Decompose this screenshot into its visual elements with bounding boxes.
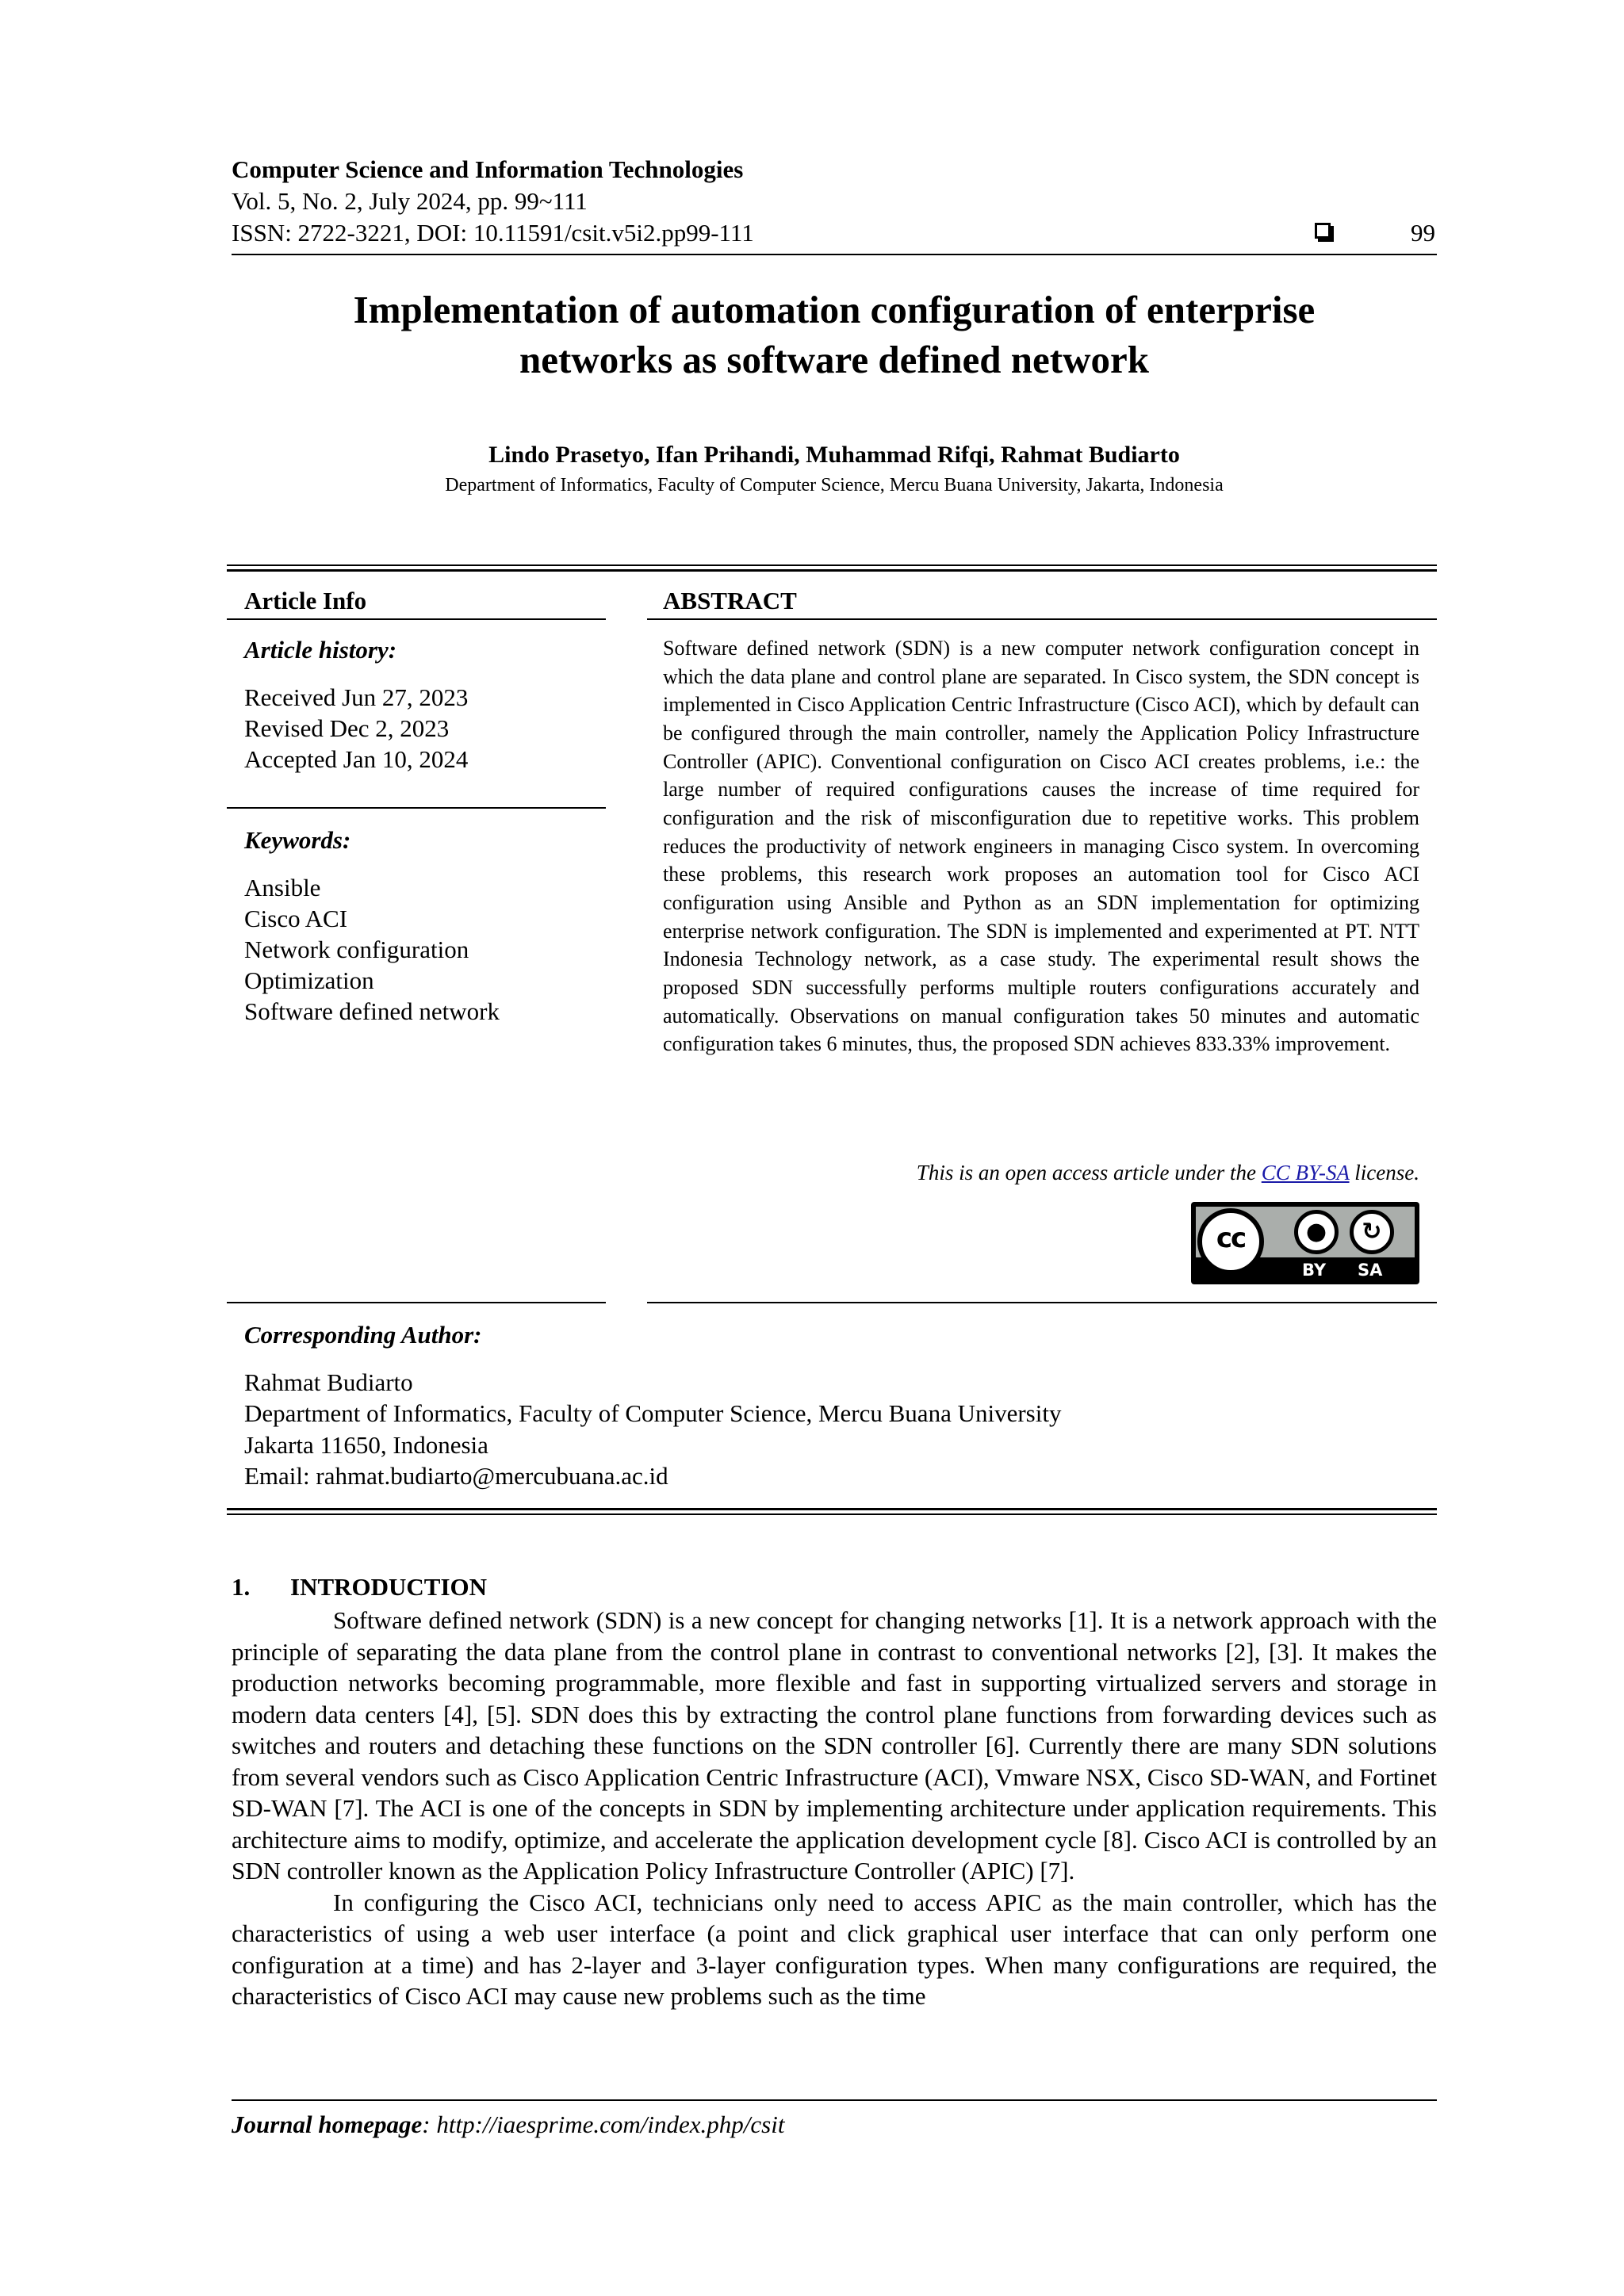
info-top-rule-1	[227, 564, 1437, 566]
cc-icon: cc	[1197, 1208, 1264, 1275]
keywords-list	[244, 872, 500, 1027]
corresponding-name: Rahmat Budiarto	[244, 1368, 413, 1396]
history-received: Received Jun 27, 2023	[244, 683, 469, 711]
article-history-label: Article history:	[244, 636, 397, 664]
license-link[interactable]: CC BY-SA	[1261, 1161, 1350, 1184]
corresponding-email[interactable]: Email: rahmat.budiarto@mercubuana.ac.id	[244, 1462, 668, 1490]
homepage-url[interactable]: http://iaesprime.com/index.php/csit	[436, 2110, 785, 2138]
open-access-prefix: This is an open access article under the	[916, 1161, 1262, 1184]
introduction-body	[232, 1605, 1437, 2012]
abstract-bottom-rule	[647, 1302, 1437, 1303]
footer-rule	[232, 2099, 1437, 2101]
article-info-bottom-rule	[227, 1302, 606, 1303]
affiliation: Department of Informatics, Faculty of Computer Science, Mercu Buana University, Jakarta, Indonesia	[445, 475, 1224, 496]
article-info-heading: Article Info	[244, 587, 367, 614]
keywords-label: Keywords:	[244, 826, 351, 854]
keyword-item: Software defined network	[244, 997, 500, 1026]
article-info-rule	[227, 618, 606, 620]
by-label: BY	[1302, 1261, 1327, 1280]
journal-issn: ISSN: 2722-3221, DOI: 10.11591/csit.v5i2.pp99-111	[232, 219, 754, 247]
info-top-rule-2	[227, 569, 1437, 572]
page-box-icon	[1315, 223, 1331, 239]
info-bottom-rule-1	[227, 1508, 1437, 1510]
body-paragraph-1: Software defined network (SDN) is a new concept for changing networks [1]. It is a network approach with the principle of separating the data plane from the control plane in contrast to conventional networks [2], [3]. It makes the production networks becoming programmable, more flexible and fast in supporting virtualized servers and storage in modern data centers [4], [5]. SDN does this by extracting the control plane functions from forwarding devices such as switches and routers and detaching these functions on the SDN controller [6]. Currently there are many SDN solutions from several vendors such as Cisco Application Centric Infrastructure (ACI), Vmware NSX, Cisco SD-WAN, and Fortinet SD-WAN [7]. The ACI is one of the concepts in SDN by implementing architecture under application requirements. This architecture aims to modify, optimize, and accelerate the application development cycle [8]. Cisco ACI is controlled by an SDN controller known as the Application Policy Infrastructure Controller (APIC) [7].	[232, 1606, 1437, 1885]
abstract-rule	[647, 618, 1437, 620]
keywords-rule	[227, 807, 606, 809]
journal-name: Computer Science and Information Technologies	[232, 155, 744, 183]
header-rule	[232, 254, 1437, 255]
section-title: INTRODUCTION	[290, 1573, 488, 1601]
sa-label: SA	[1358, 1261, 1383, 1280]
section-heading-introduction	[232, 1573, 487, 1602]
journal-homepage	[232, 2110, 784, 2140]
article-history-list	[244, 682, 468, 775]
cc-by-sa-badge[interactable]	[1191, 1202, 1419, 1284]
title-line-2: networks as software defined network	[519, 337, 1149, 381]
corresponding-dept: Department of Informatics, Faculty of Computer Science, Mercu Buana University	[244, 1399, 1062, 1428]
paper-title	[232, 285, 1437, 385]
keyword-item: Optimization	[244, 966, 374, 995]
abstract-text: Software defined network (SDN) is a new computer network configuration concept in which the data plane and control plane are separated. In Cisco system, the SDN concept is implemented in Cisco Application Centric Infrastructure (Cisco ACI), which by default can be configured through the main controller, namely the Application Policy Infrastructure Controller (APIC). Conventional configuration on Cisco ACI creates problems, i.e.: the large number of required configurations causes the increase of time required for configuration and the risk of misconfiguration due to repetitive works. This problem reduces the productivity of network engineers in managing Cisco system. In overcoming these problems, this research work proposes an automation tool for Cisco ACI configuration using Ansible and Python as an SDN implementation for optimizing enterprise network configuration. The SDN is implemented and experimented at PT. NTT Indonesia Technology network, as a case study. The experimental result shows the proposed SDN successfully performs multiple routers configurations accurately and automatically. Observations on manual configuration takes 50 minutes and automatic configuration takes 6 minutes, thus, the proposed SDN achieves 833.33% improvement.	[663, 637, 1419, 1056]
keyword-item: Network configuration	[244, 936, 469, 964]
author-list: Lindo Prasetyo, Ifan Prihandi, Muhammad Rifqi, Rahmat Budiarto	[488, 442, 1180, 468]
section-number: 1.	[232, 1573, 251, 1601]
open-access-suffix: license.	[1349, 1161, 1419, 1184]
keyword-item: Cisco ACI	[244, 905, 348, 933]
share-alike-icon: ↻	[1350, 1210, 1394, 1254]
history-revised: Revised Dec 2, 2023	[244, 714, 450, 743]
attribution-icon: ●	[1294, 1210, 1339, 1254]
open-access-note	[663, 1161, 1419, 1186]
journal-volume: Vol. 5, No. 2, July 2024, pp. 99~111	[232, 187, 588, 215]
keyword-item: Ansible	[244, 874, 321, 901]
abstract-heading: ABSTRACT	[663, 587, 797, 614]
homepage-separator: :	[422, 2110, 437, 2138]
homepage-label: Journal homepage	[232, 2110, 423, 2138]
body-paragraph-2: In configuring the Cisco ACI, technicians only need to access APIC as the main controller, which has the characteristics of using a web user interface (a point and click graphical user interface that can only perform one configuration at a time) and has 2-layer and 3-layer configuration types. When many configurations are required, the characteristics of Cisco ACI may cause new problems such as the time	[232, 1888, 1437, 2011]
corresponding-author-block	[244, 1367, 1061, 1491]
corresponding-city: Jakarta 11650, Indonesia	[244, 1430, 488, 1459]
corresponding-author-label: Corresponding Author:	[244, 1321, 482, 1349]
info-bottom-rule-2	[227, 1513, 1437, 1515]
page-number: 99	[1411, 219, 1435, 247]
title-line-1: Implementation of automation configuration of enterprise	[353, 288, 1316, 331]
history-accepted: Accepted Jan 10, 2024	[244, 745, 469, 774]
